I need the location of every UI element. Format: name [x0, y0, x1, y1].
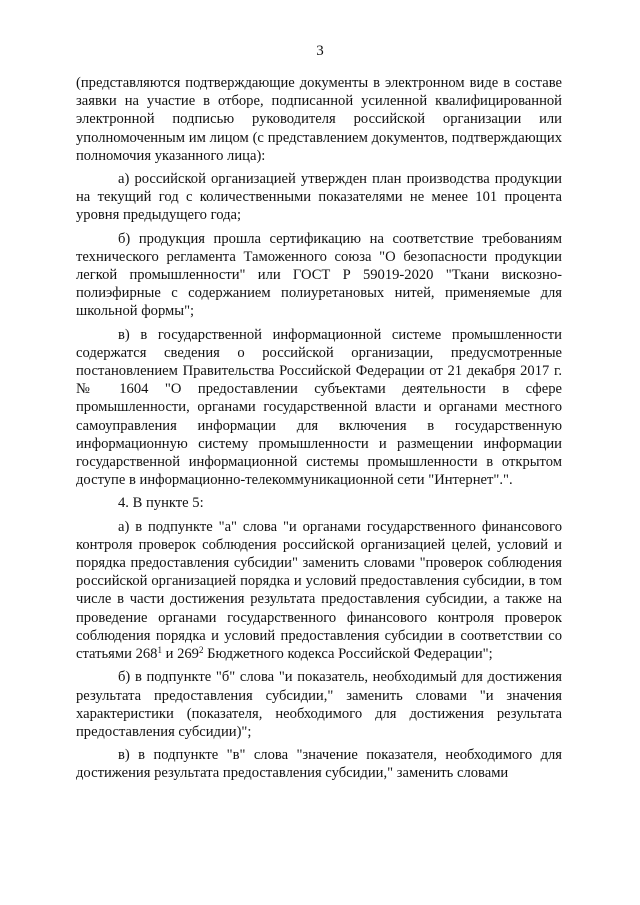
paragraph-subitem-a-replace — [76, 518, 562, 664]
page-number: 3 — [316, 43, 324, 59]
paragraph-point-4-heading: 4. В пункте 5: — [118, 495, 204, 512]
superscript-2: 2 — [198, 645, 204, 656]
superscript-1: 1 — [157, 645, 162, 656]
paragraph-subitem-b-replace: б) в подпункте "б" слова "и показатель, необходимый для достижения результата предоставления субсидии," заменить словами "и значения характеристики (показателя, необходимого для достижения результата предоставления субсидии)"; — [76, 669, 562, 740]
paragraph-intro: (представляются подтверждающие документы в электронном виде в составе заявки на участие в отборе, подписанной усиленной квалифицированной электронной подписью руководителя российской организации или уполномоченным им лицом (с представлением документов, подтверждающих полномочия указанного лица): — [76, 75, 562, 164]
paragraph-subitem-c-replace: в) в подпункте "в" слова "значение показателя, необходимого для достижения результата предоставления субсидии," заменить словами — [76, 747, 562, 782]
paragraph-item-c-gisp: в) в государственной информационной системе промышленности содержатся сведения о российской организации, предусмотренные постановлением Правительства Российской Федерации от 21 декабря 2017 г. № 1604 "О предоставлении субъектами деятельности в сфере промышленности, органами государственной власти и органами местного самоуправления информации для включения в государственную информационную систему промышленности и размещении информации государственной информационной системы промышленности в открытом доступе в информационно-телекоммуникационной сети "Интернет".". — [76, 326, 562, 489]
document-body — [76, 74, 562, 788]
paragraph-item-a-plan: а) российской организацией утвержден план производства продукции на текущий год с количественными показателями не менее 101 процента уровня предыдущего года; — [76, 171, 562, 224]
paragraph-item-b-certification: б) продукция прошла сертификацию на соответствие требованиям технического регламента Таможенного союза "О безопасности продукции легкой промышленности" или ГОСТ Р 59019-2020 "Ткани вискозно-полиэфирные с содержанием полиуретановых нитей, применяемые для школьной формы"; — [76, 230, 562, 320]
subitem-a-text-3: Бюджетного кодекса Российской Федерации"; — [203, 646, 493, 663]
subitem-a-text-1: а) в подпункте "а" слова "и органами государственного финансового контроля проверок соблюдения российской организацией целей, условий и порядка предоставления субсидии" заменить словами "проверок соблюдения российской организацией порядка и условий предоставления субсидии, в том числе в части достижения результата предоставления субсидии, а также на проведение органами государственного финансового контроля проверок соблюдения порядка и условий предоставления субсидии в соответствии со статьями 268 — [76, 518, 562, 663]
subitem-a-text-2: и 269 — [161, 646, 199, 663]
